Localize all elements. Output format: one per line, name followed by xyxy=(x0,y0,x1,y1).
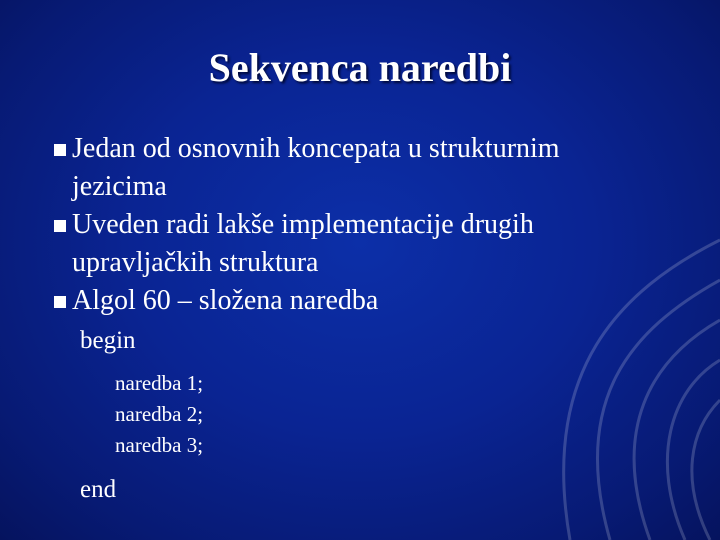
code-begin-keyword: begin xyxy=(80,327,136,354)
code-end-keyword: end xyxy=(80,476,117,503)
square-bullet-icon xyxy=(54,220,66,232)
bullet-text-continued: jezicima xyxy=(72,171,167,202)
bullet-item-2 xyxy=(48,206,688,282)
square-bullet-icon xyxy=(54,296,66,308)
code-statement-list xyxy=(80,368,203,461)
code-block xyxy=(80,322,203,509)
code-statement: naredba 2; xyxy=(115,402,204,426)
bullet-item-1 xyxy=(48,130,688,206)
bullet-item-3 xyxy=(48,282,688,320)
bullet-list xyxy=(48,130,688,320)
bullet-text: Uveden radi lakše implementacije drugih xyxy=(72,209,534,240)
slide-title: Sekvenca naredbi xyxy=(208,45,512,90)
bullet-text: Algol 60 – složena naredba xyxy=(72,285,379,316)
bullet-text: Jedan od osnovnih koncepata u strukturnim xyxy=(72,133,560,164)
code-statement: naredba 3; xyxy=(115,433,204,457)
code-statement: naredba 1; xyxy=(115,371,204,395)
bullet-text-continued: upravljačkih struktura xyxy=(72,247,319,278)
square-bullet-icon xyxy=(54,144,66,156)
